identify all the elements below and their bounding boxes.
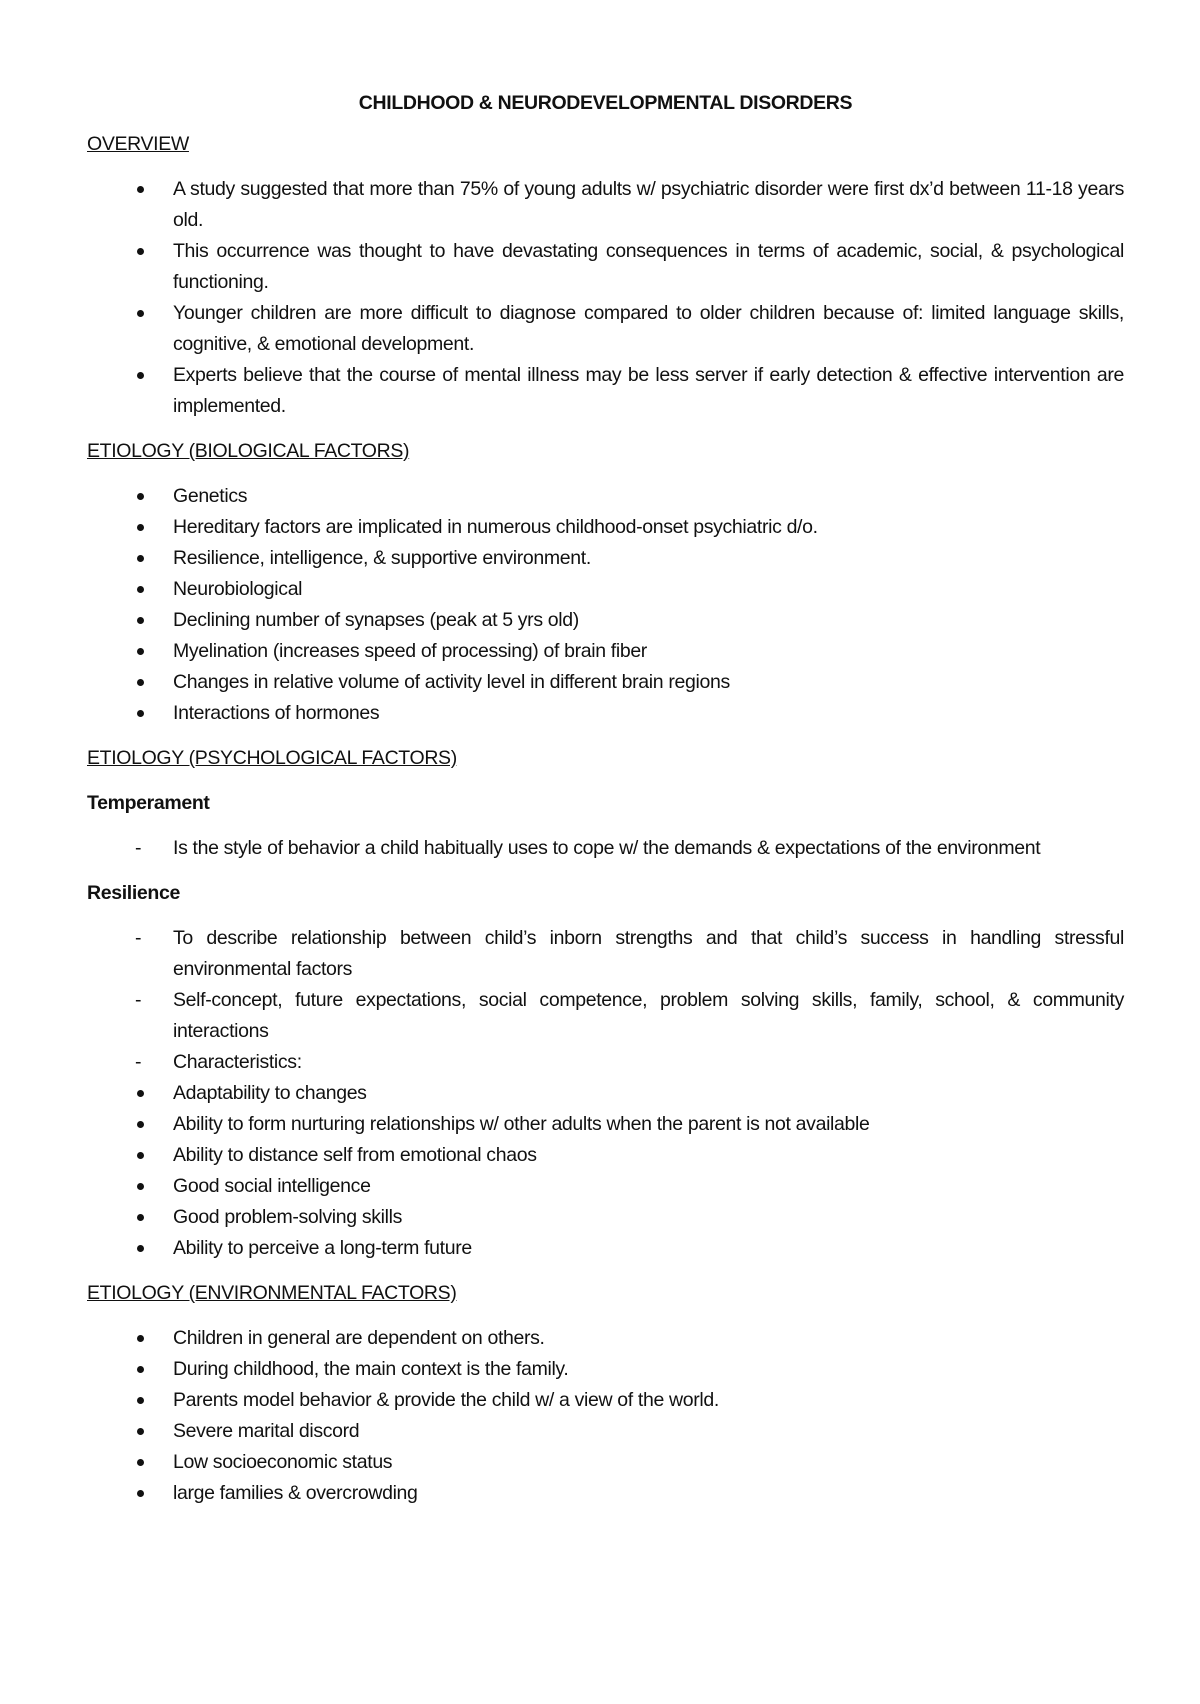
list-item bbox=[87, 236, 1124, 298]
list-item bbox=[87, 985, 1124, 1047]
list-item-text: Ability to perceive a long-term future bbox=[173, 1237, 472, 1259]
list-item-text: Resilience, intelligence, & supportive environment. bbox=[173, 547, 591, 569]
list-item-text: Good social intelligence bbox=[173, 1175, 371, 1197]
list-item-text: Experts believe that the course of mental illness may be less server if early detection & effective intervention are implemented. bbox=[173, 364, 1124, 417]
list-item-text: Ability to distance self from emotional chaos bbox=[173, 1144, 537, 1166]
list-item-text: large families & overcrowding bbox=[173, 1482, 418, 1504]
list-item bbox=[87, 1354, 1124, 1385]
list-item bbox=[87, 1416, 1124, 1447]
list-item bbox=[87, 1171, 1124, 1202]
list-item bbox=[87, 512, 1124, 543]
list-item bbox=[87, 833, 1124, 864]
temperament-list bbox=[87, 833, 1124, 864]
section-heading-overview: OVERVIEW bbox=[87, 133, 189, 155]
section-heading-psychological: ETIOLOGY (PSYCHOLOGICAL FACTORS) bbox=[87, 747, 457, 769]
list-item bbox=[87, 1078, 1124, 1109]
list-item-text: Declining number of synapses (peak at 5 yrs old) bbox=[173, 609, 579, 631]
list-item bbox=[87, 298, 1124, 360]
list-item-text: Myelination (increases speed of processing) of brain fiber bbox=[173, 640, 647, 662]
list-item-text: Self-concept, future expectations, social competence, problem solving skills, family, school, & community interactions bbox=[173, 989, 1124, 1042]
list-item-text: Adaptability to changes bbox=[173, 1082, 367, 1104]
list-item-text: Hereditary factors are implicated in numerous childhood-onset psychiatric d/o. bbox=[173, 516, 818, 538]
document-page bbox=[87, 88, 1124, 1523]
list-item bbox=[87, 1140, 1124, 1171]
list-item-text: Ability to form nurturing relationships w/ other adults when the parent is not available bbox=[173, 1113, 870, 1135]
list-item bbox=[87, 574, 1124, 605]
list-item bbox=[87, 1109, 1124, 1140]
list-item-text: Is the style of behavior a child habitually uses to cope w/ the demands & expectations of the environment bbox=[173, 837, 1041, 859]
list-item-text: Genetics bbox=[173, 485, 248, 507]
list-item-text: Interactions of hormones bbox=[173, 702, 380, 724]
list-item bbox=[87, 667, 1124, 698]
list-item-text: A study suggested that more than 75% of young adults w/ psychiatric disorder were first dx’d between 11-18 years old. bbox=[173, 178, 1124, 231]
list-item bbox=[87, 698, 1124, 729]
biological-list bbox=[87, 481, 1124, 729]
list-item-text: To describe relationship between child’s inborn strengths and that child’s success in handling stressful environmental factors bbox=[173, 927, 1124, 980]
list-item-text: Good problem-solving skills bbox=[173, 1206, 402, 1228]
list-item bbox=[87, 360, 1124, 422]
list-item-text: During childhood, the main context is the family. bbox=[173, 1358, 569, 1380]
list-item-text: Parents model behavior & provide the child w/ a view of the world. bbox=[173, 1389, 719, 1411]
resilience-list bbox=[87, 923, 1124, 1264]
list-item-text: Changes in relative volume of activity level in different brain regions bbox=[173, 671, 730, 693]
sub-heading-temperament: Temperament bbox=[87, 792, 210, 814]
list-item bbox=[87, 1385, 1124, 1416]
overview-list bbox=[87, 174, 1124, 422]
list-item bbox=[87, 1478, 1124, 1509]
list-item-text: Younger children are more difficult to diagnose compared to older children because of: limited language skills, cognitive, & emotional development. bbox=[173, 302, 1124, 355]
list-item bbox=[87, 481, 1124, 512]
document-title: CHILDHOOD & NEURODEVELOPMENTAL DISORDERS bbox=[358, 92, 853, 114]
list-item-text: Low socioeconomic status bbox=[173, 1451, 393, 1473]
list-item bbox=[87, 1047, 1124, 1078]
environmental-list bbox=[87, 1323, 1124, 1509]
list-item bbox=[87, 174, 1124, 236]
list-item bbox=[87, 1233, 1124, 1264]
list-item bbox=[87, 1202, 1124, 1233]
sub-heading-resilience: Resilience bbox=[87, 882, 180, 904]
list-item-text: Neurobiological bbox=[173, 578, 303, 600]
list-item bbox=[87, 1447, 1124, 1478]
list-item-text: Children in general are dependent on others. bbox=[173, 1327, 545, 1349]
list-item-text: Characteristics: bbox=[173, 1051, 302, 1073]
section-heading-biological: ETIOLOGY (BIOLOGICAL FACTORS) bbox=[87, 440, 410, 462]
list-item bbox=[87, 1323, 1124, 1354]
list-item-text: Severe marital discord bbox=[173, 1420, 360, 1442]
list-item bbox=[87, 923, 1124, 985]
list-item bbox=[87, 636, 1124, 667]
list-item-text: This occurrence was thought to have devastating consequences in terms of academic, social, & psychological functioning. bbox=[173, 240, 1124, 293]
list-item bbox=[87, 605, 1124, 636]
list-item bbox=[87, 543, 1124, 574]
section-heading-environmental: ETIOLOGY (ENVIRONMENTAL FACTORS) bbox=[87, 1282, 457, 1304]
